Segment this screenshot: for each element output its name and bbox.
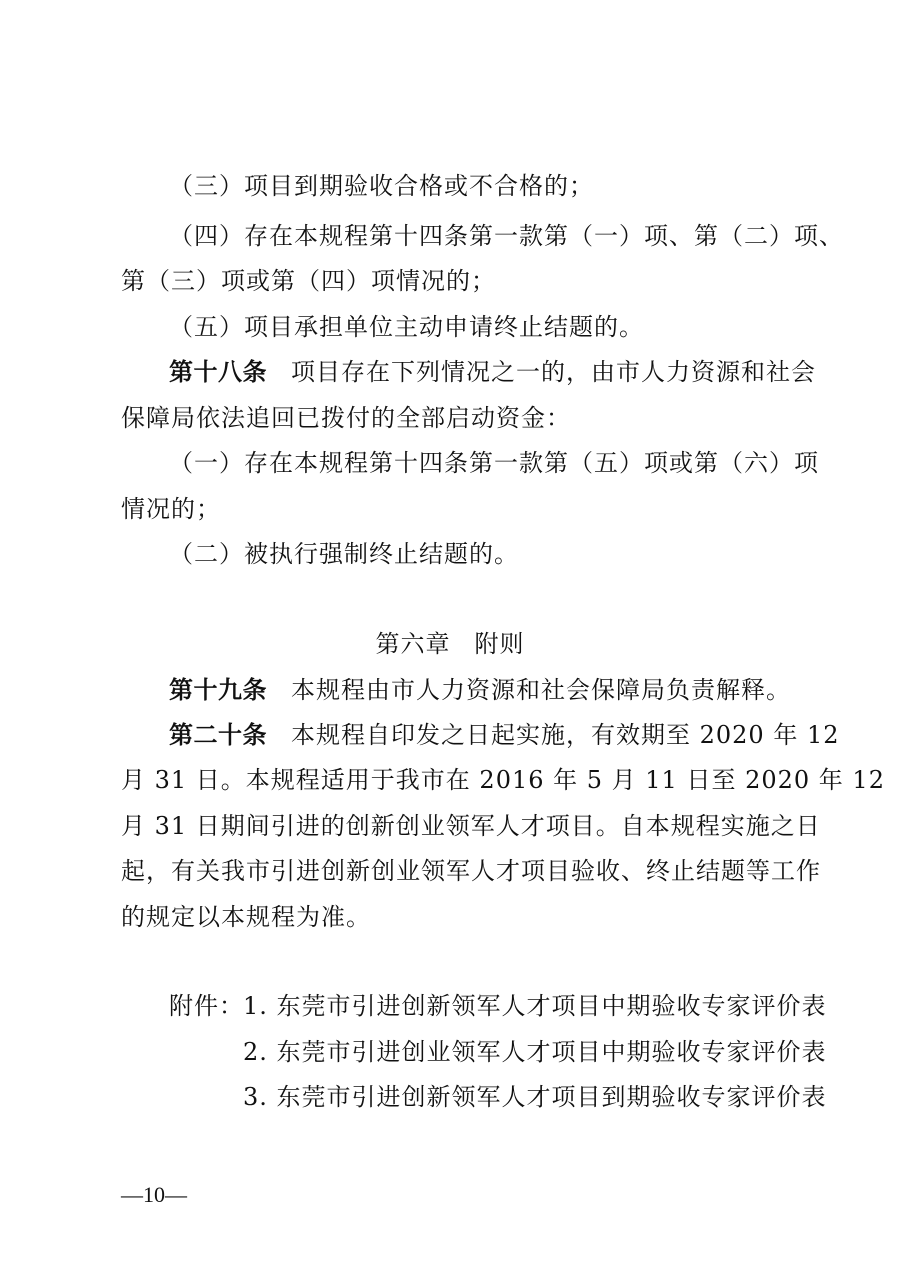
clause-item-3: （三）项目到期验收合格或不合格的；	[169, 172, 594, 200]
article-18-text-1: 项目存在下列情况之一的，由市人力资源和社会	[291, 358, 816, 386]
article-19	[169, 675, 791, 705]
article-18-item-1-line-2: 情况的；	[121, 495, 221, 523]
clause-item-5: （五）项目承担单位主动申请终止结题的。	[169, 313, 644, 341]
article-20-text-1: 本规程自印发之日起实施，有效期至 2020 年 12	[291, 721, 840, 749]
article-18-item-1-line-1: （一）存在本规程第十四条第一款第（五）项或第（六）项	[169, 449, 819, 477]
article-20-line-3: 月 31 日期间引进的创新创业领军人才项目。自本规程实施之日	[121, 812, 821, 840]
attachment-item-2: 2. 东莞市引进创业领军人才项目中期验收专家评价表	[243, 1038, 827, 1066]
article-20-line-4: 起，有关我市引进创新创业领军人才项目验收、终止结题等工作	[121, 857, 821, 885]
article-20-line-1	[169, 720, 840, 750]
article-19-text: 本规程由市人力资源和社会保障局负责解释。	[291, 676, 791, 704]
article-18-line-1	[169, 357, 816, 387]
article-20-line-2: 月 31 日。本规程适用于我市在 2016 年 5 月 11 日至 2020 年 12	[121, 766, 885, 794]
attachment-item-3: 3. 东莞市引进创新领军人才项目到期验收专家评价表	[243, 1083, 827, 1111]
article-18-item-2: （二）被执行强制终止结题的。	[169, 540, 519, 568]
article-18-number: 第十八条	[169, 358, 267, 386]
clause-item-4-line-2: 第（三）项或第（四）项情况的；	[121, 267, 496, 295]
page-number: —10—	[121, 1182, 187, 1207]
attachments-label: 附件：	[169, 992, 244, 1020]
clause-item-4-line-1: （四）存在本规程第十四条第一款第（一）项、第（二）项、	[169, 222, 844, 250]
article-18-line-2: 保障局依法追回已拨付的全部启动资金：	[121, 404, 571, 432]
chapter-number: 第六章	[375, 630, 451, 658]
article-19-number: 第十九条	[169, 676, 267, 704]
chapter-title: 附则	[474, 630, 525, 658]
article-20-line-5: 的规定以本规程为准。	[121, 903, 371, 931]
attachment-item-1: 1. 东莞市引进创新领军人才项目中期验收专家评价表	[243, 992, 827, 1020]
article-20-number: 第二十条	[169, 721, 267, 749]
chapter-heading	[0, 629, 900, 659]
